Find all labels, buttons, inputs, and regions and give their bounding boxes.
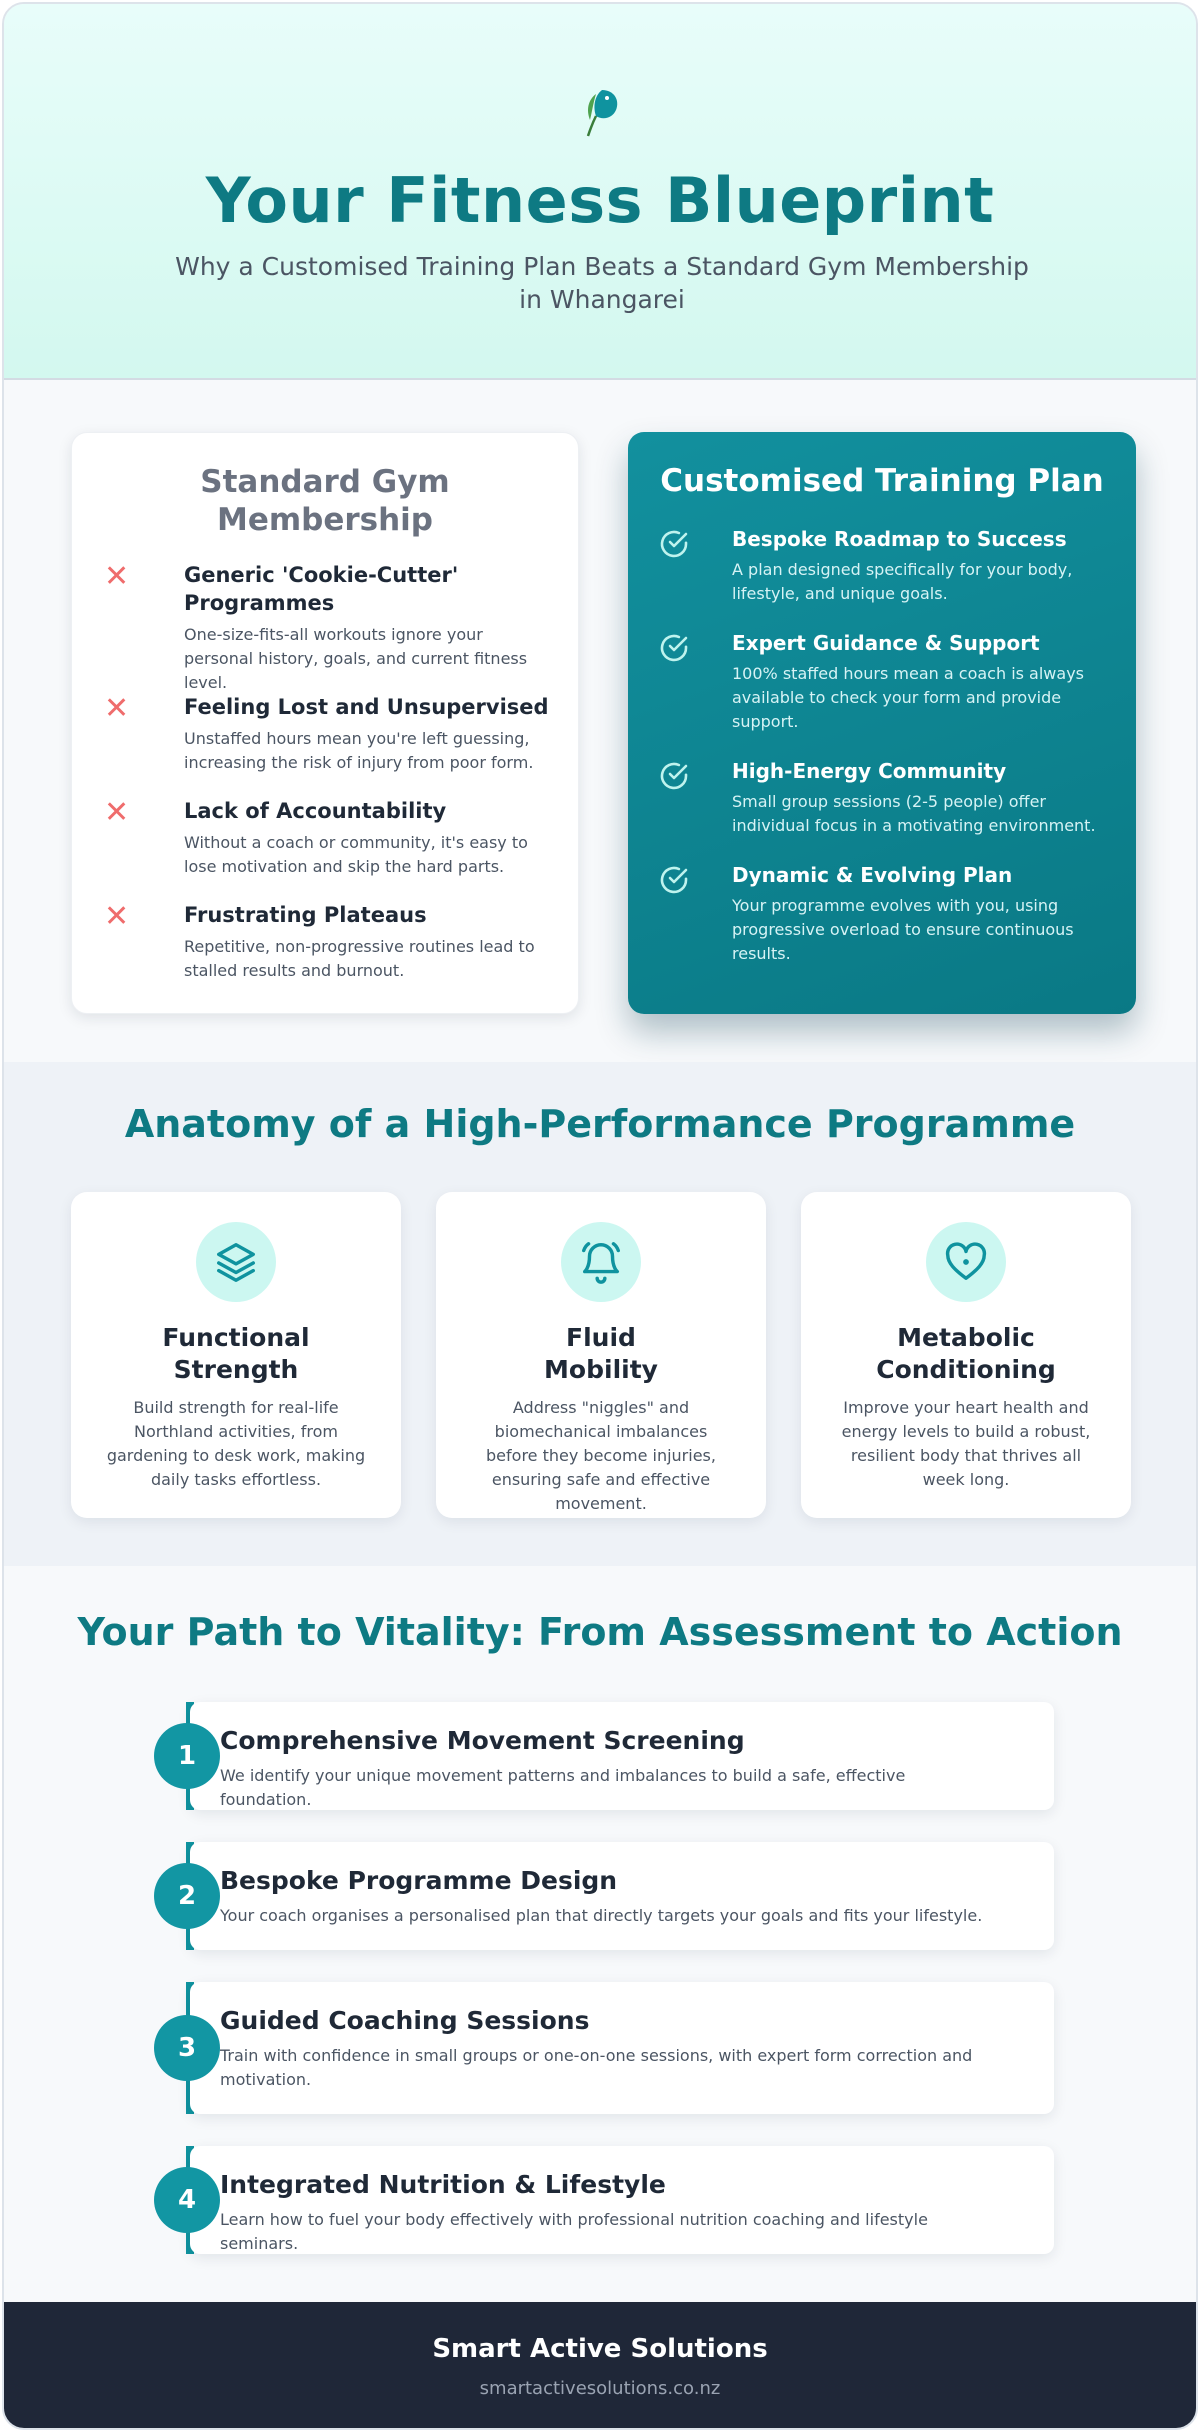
custom-item [658,758,1108,838]
pillar-text: Address "niggles" and biomechanical imbalances before they become injuries, ensuring safe and effective movement. [486,1398,716,1513]
standard-item-text: Unstaffed hours mean you're left guessing, increasing the risk of injury from poor form. [184,729,534,772]
standard-item-title: Generic 'Cookie-Cutter' Programmes [184,563,459,615]
pillar-card [436,1192,766,1518]
standard-item [104,797,554,879]
custom-item-text: A plan designed specifically for your body, lifestyle, and unique goals. [732,560,1073,603]
footer [4,2302,1196,2430]
icon-badge [561,1222,641,1302]
icon-badge [926,1222,1006,1302]
bell-icon [578,1239,624,1285]
step-title: Bespoke Programme Design [220,1866,618,1895]
path-section [4,1566,1196,2302]
cross-icon: ✕ [104,795,130,830]
step-text: Learn how to fuel your body effectively with professional nutrition coaching and lifestyle seminars. [220,2210,928,2253]
pillar-title: Fluid Mobility [544,1323,658,1384]
step-text: Train with confidence in small groups or one-on-one sessions, with expert form correction and motivation. [220,2046,973,2089]
pillar-title: Metabolic Conditioning [876,1323,1056,1384]
pillar-text: Improve your heart health and energy levels to build a robust, resilient body that thrives all week long. [841,1398,1091,1489]
step-text: Your coach organises a personalised plan that directly targets your goals and fits your lifestyle. [220,1906,983,1925]
custom-item-title: High-Energy Community [732,759,1007,783]
standard-membership-card [71,432,579,1014]
standard-item-title: Frustrating Plateaus [184,903,427,927]
custom-item-title: Dynamic & Evolving Plan [732,863,1013,887]
pillar-text: Build strength for real-life Northland activities, from gardening to desk work, making daily tasks effortless. [106,1398,366,1489]
infographic [2,2,1198,2430]
anatomy-section [4,1062,1196,1566]
cross-icon: ✕ [104,559,130,594]
page-title: Your Fitness Blueprint [205,164,995,237]
standard-item-title: Lack of Accountability [184,799,447,823]
standard-item-text: Repetitive, non-progressive routines lead to stalled results and burnout. [184,937,535,980]
pillar-card [801,1192,1131,1518]
standard-item-title: Feeling Lost and Unsupervised [184,695,549,719]
custom-item-text: Small group sessions (2-5 people) offer individual focus in a motivating environment. [732,792,1096,835]
step-item [154,1982,1054,2114]
standard-item-text: Without a coach or community, it's easy to lose motivation and skip the hard parts. [184,833,528,876]
cross-icon: ✕ [104,691,130,726]
customised-plan-card [628,432,1136,1014]
custom-item-text: Your programme evolves with you, using progressive overload to ensure continuous results. [732,896,1074,963]
company-name: Smart Active Solutions [432,2334,768,2364]
step-item [154,2146,1054,2254]
layers-icon [213,1239,259,1285]
custom-item-title: Expert Guidance & Support [732,631,1040,655]
pillar-card [71,1192,401,1518]
standard-card-title: Standard Gym Membership [200,464,450,538]
standard-item [104,561,554,695]
page-subtitle: Why a Customised Training Plan Beats a Standard Gym Membership in Whangarei [175,252,1029,314]
custom-item-title: Bespoke Roadmap to Success [732,527,1067,551]
step-number: 1 [154,1723,220,1789]
step-title: Comprehensive Movement Screening [220,1726,745,1755]
step-title: Integrated Nutrition & Lifestyle [220,2170,666,2199]
hero-header [4,4,1196,380]
website-link[interactable]: smartactivesolutions.co.nz [479,2378,721,2399]
step-text: We identify your unique movement patterns and imbalances to build a safe, effective foundation. [220,1766,906,1809]
step-number: 4 [154,2167,220,2233]
path-title: Your Path to Vitality: From Assessment to Action [77,1610,1123,1654]
step-number: 2 [154,1863,220,1929]
pillar-title: Functional Strength [162,1323,310,1384]
check-circle-icon [658,528,690,560]
standard-item [104,693,554,775]
step-item [154,1702,1054,1810]
check-circle-icon [658,760,690,792]
step-item [154,1842,1054,1950]
custom-card-title: Customised Training Plan [660,463,1104,499]
heart-icon [943,1239,989,1285]
step-number: 3 [154,2015,220,2081]
standard-item-text: One-size-fits-all workouts ignore your personal history, goals, and current fitness level. [184,625,528,692]
standard-item [104,901,554,983]
cross-icon: ✕ [104,899,130,934]
step-box [190,1842,1054,1950]
custom-item [658,630,1108,734]
step-title: Guided Coaching Sessions [220,2006,590,2035]
custom-item-text: 100% staffed hours mean a coach is always available to check your form and provide support. [732,664,1084,731]
icon-badge [196,1222,276,1302]
comparison-section [4,382,1196,1062]
check-circle-icon [658,632,690,664]
custom-item [658,862,1108,966]
check-circle-icon [658,864,690,896]
leaf-bird-logo-icon [580,86,620,138]
anatomy-title: Anatomy of a High-Performance Programme [124,1102,1076,1146]
custom-item [658,526,1108,606]
